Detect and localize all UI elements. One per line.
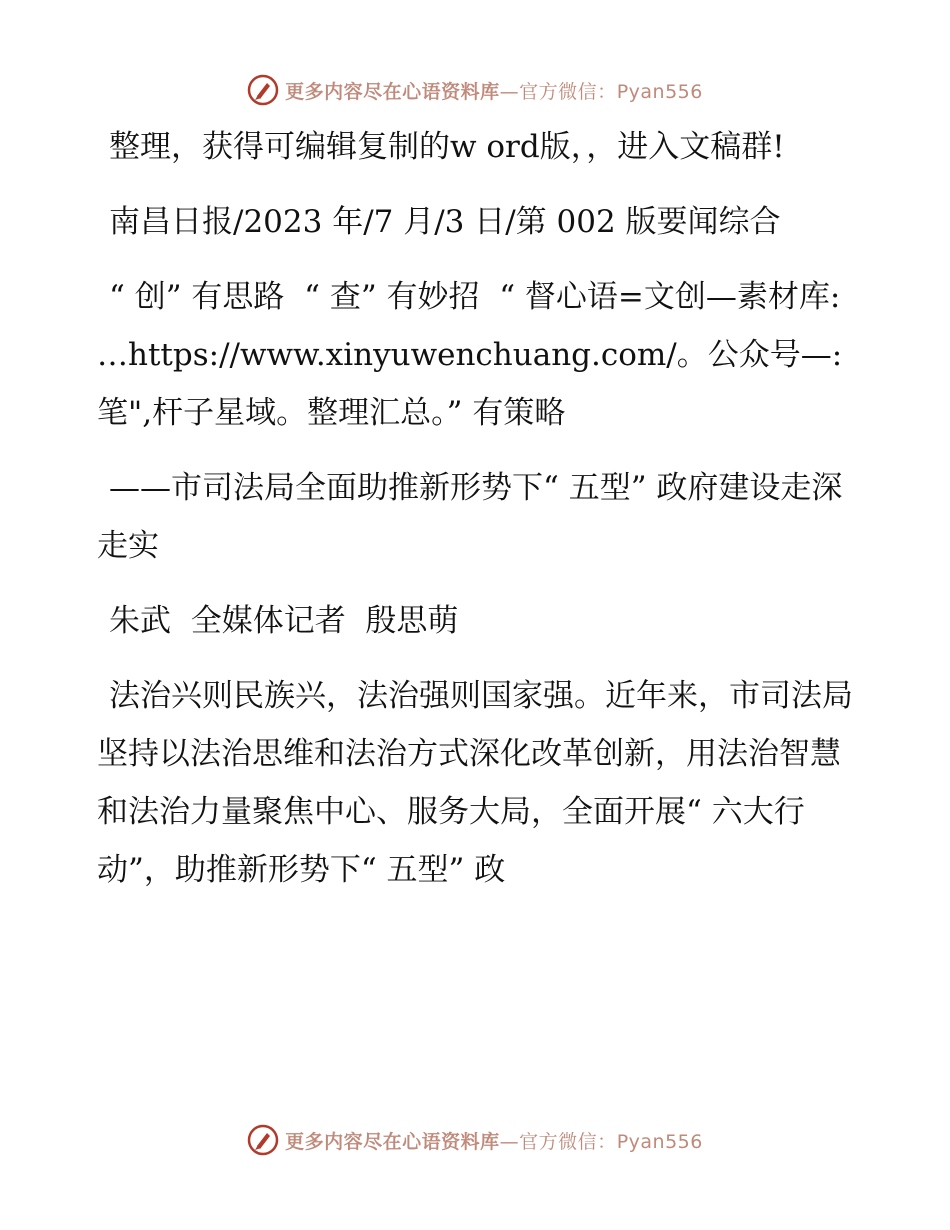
banner-id: Pyan556	[616, 1130, 703, 1153]
header-banner-text	[285, 77, 703, 104]
paragraph-body: 法治兴则民族兴，法治强则国家强。近年来，市司法局坚持以法治思维和法治方式深化改革创新，用法治智慧和法治力量聚焦中心、服务大局，全面开展“ 六大行动”，助推新形势下“ 五型” 政	[97, 678, 853, 888]
pen-logo-icon	[247, 1124, 279, 1156]
header-banner	[0, 70, 950, 110]
pen-logo-icon	[247, 74, 279, 106]
banner-dash: —	[499, 80, 520, 103]
paragraph-source: 南昌日报/2023 年/7 月/3 日/第 002 版要闻综合	[109, 204, 781, 240]
banner-sub: 官方微信：	[519, 80, 617, 103]
banner-id: Pyan556	[616, 80, 703, 103]
banner-dash: —	[499, 1130, 520, 1153]
document-body	[97, 118, 857, 916]
banner-main: 更多内容尽在心语资料库	[285, 80, 500, 103]
footer-banner-text	[285, 1127, 703, 1154]
paragraph-subheadline: ——市司法局全面助推新形势下“ 五型” 政府建设走深走实	[97, 470, 843, 564]
footer-banner	[0, 1120, 950, 1160]
paragraph-intro: 整理，获得可编辑复制的w ord版，，进入文稿群!	[109, 129, 785, 165]
banner-main: 更多内容尽在心语资料库	[285, 1130, 500, 1153]
paragraph-byline: 朱武 全媒体记者 殷思萌	[109, 603, 459, 639]
paragraph-headline: “ 创” 有思路 “ 查” 有妙招 “ 督心语=文创—素材库: …https://www.xinyuwenchuang.com/。公众号—: 笔",杆子星域。整理汇总。” 有策略	[97, 279, 853, 431]
banner-sub: 官方微信：	[519, 1130, 617, 1153]
